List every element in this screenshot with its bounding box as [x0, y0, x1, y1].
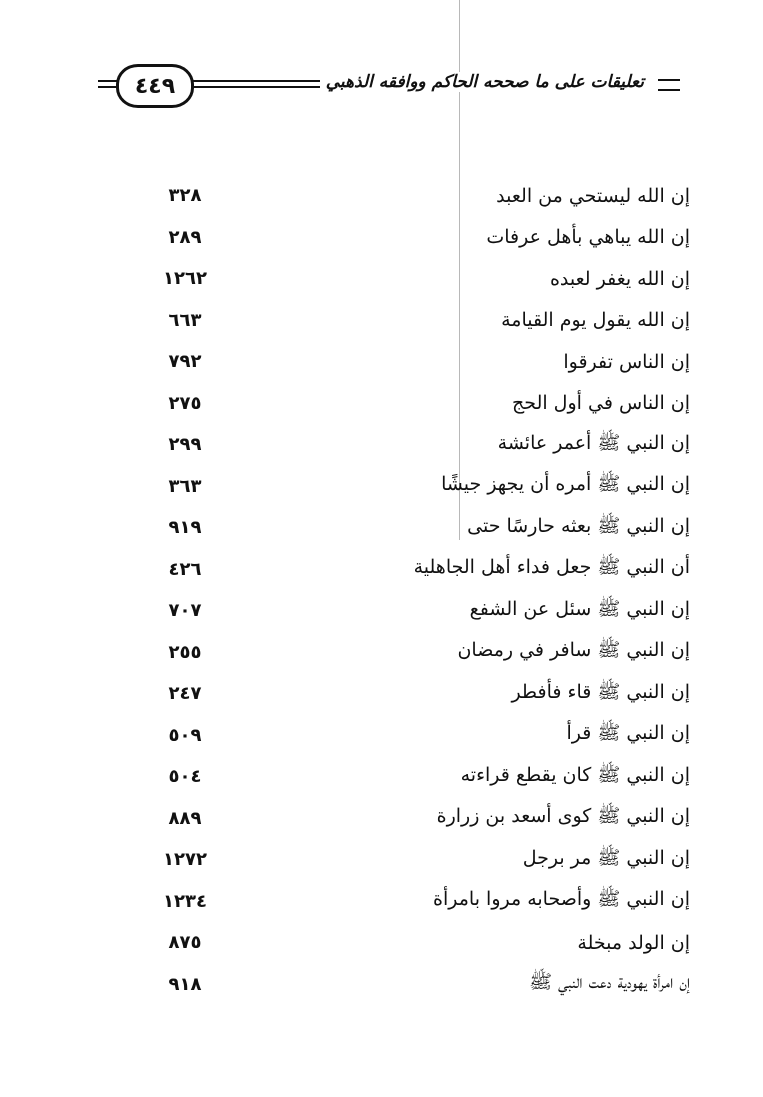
index-row: [150, 466, 690, 508]
entry-text: إن الناس تفرقوا: [563, 350, 690, 373]
entry-page-number: ٢٩٩: [168, 434, 202, 456]
entry-text: إن النبي ﷺ وأصحابه مروا بامرأة: [433, 888, 690, 911]
entry-text: إن الناس في أول الحج: [512, 392, 690, 415]
entry-page-number: ٢٨٩: [168, 226, 202, 248]
entry-page-number: ٧٩٢: [168, 351, 202, 373]
index-row: [150, 922, 690, 964]
index-row: [150, 424, 690, 466]
entry-text: إن النبي ﷺ كان يقطع قراءته: [460, 763, 690, 786]
entry-page-number: ٩١٨: [168, 973, 202, 995]
index-row: [150, 839, 690, 881]
entry-page-number: ٤٢٦: [168, 558, 202, 580]
entry-text: إن النبي ﷺ سافر في رمضان: [457, 639, 690, 662]
book-title: تعليقات على ما صححه الحاكم ووافقه الذهبي: [320, 72, 650, 92]
entry-text: إن النبي ﷺ مر برجل: [522, 846, 690, 869]
entry-text: إن النبي ﷺ أعمر عائشة: [497, 431, 690, 454]
entry-text: إن الله ليستحي من العبد: [496, 184, 690, 207]
entry-text: إن النبي ﷺ كوى أسعد بن زرارة: [436, 805, 690, 828]
index-row: [150, 341, 690, 383]
entry-text: إن النبي ﷺ بعثه حارسًا حتى: [467, 514, 690, 537]
entry-page-number: ١٢٧٢: [163, 849, 207, 871]
index-row: [150, 258, 690, 300]
entry-text: أن النبي ﷺ جعل فداء أهل الجاهلية: [413, 556, 690, 579]
header-end-mark: [658, 79, 680, 91]
page-number: ٤٤٩: [134, 73, 176, 99]
entry-text: إن النبي ﷺ سئل عن الشفع: [469, 597, 690, 620]
entry-text: إن النبي ﷺ أمره أن يجهز جيشًا: [441, 473, 690, 496]
index-row: [150, 217, 690, 259]
entry-text: إن امرأة يهودية دعت النبي ﷺ: [529, 971, 690, 994]
page-number-badge: [116, 64, 194, 108]
entry-text: إن النبي ﷺ قاء فأفطر: [511, 680, 690, 703]
index-row: [150, 881, 690, 923]
entry-page-number: ٣٢٨: [168, 185, 202, 207]
entry-page-number: ٨٨٩: [168, 807, 202, 829]
index-row: [150, 798, 690, 840]
entry-page-number: ٥٠٤: [168, 766, 202, 788]
entry-page-number: ٩١٩: [168, 517, 202, 539]
entry-text: إن الله يغفر لعبده: [549, 267, 690, 290]
entry-text: إن النبي ﷺ قرأ: [566, 722, 690, 745]
index-row: [150, 590, 690, 632]
entry-page-number: ٦٦٣: [168, 309, 202, 331]
entry-page-number: ٨٧٥: [168, 932, 202, 954]
entry-text: إن الله يقول يوم القيامة: [501, 309, 690, 332]
entry-page-number: ٧٠٧: [168, 600, 202, 622]
index-row: [150, 756, 690, 798]
index-row: [150, 715, 690, 757]
index-row: [150, 632, 690, 674]
index-row: [150, 300, 690, 342]
entry-text: إن الله يباهي بأهل عرفات: [486, 226, 690, 249]
entry-text: إن الولد مبخلة: [577, 931, 690, 954]
entry-page-number: ٢٧٥: [168, 392, 202, 414]
entry-page-number: ٢٤٧: [168, 683, 202, 705]
entry-page-number: ٥٠٩: [168, 724, 202, 746]
index-row: [150, 549, 690, 591]
entry-page-number: ٣٦٣: [168, 475, 202, 497]
entry-page-number: ١٢٦٢: [163, 268, 207, 290]
entry-page-number: ١٢٣٤: [163, 890, 207, 912]
running-header: [98, 62, 680, 108]
index-row: [150, 673, 690, 715]
index-row: [150, 964, 690, 1006]
index-row: [150, 175, 690, 217]
entry-page-number: ٢٥٥: [168, 641, 202, 663]
index-row: [150, 507, 690, 549]
index-row: [150, 383, 690, 425]
hadith-index-list: [150, 175, 690, 1005]
